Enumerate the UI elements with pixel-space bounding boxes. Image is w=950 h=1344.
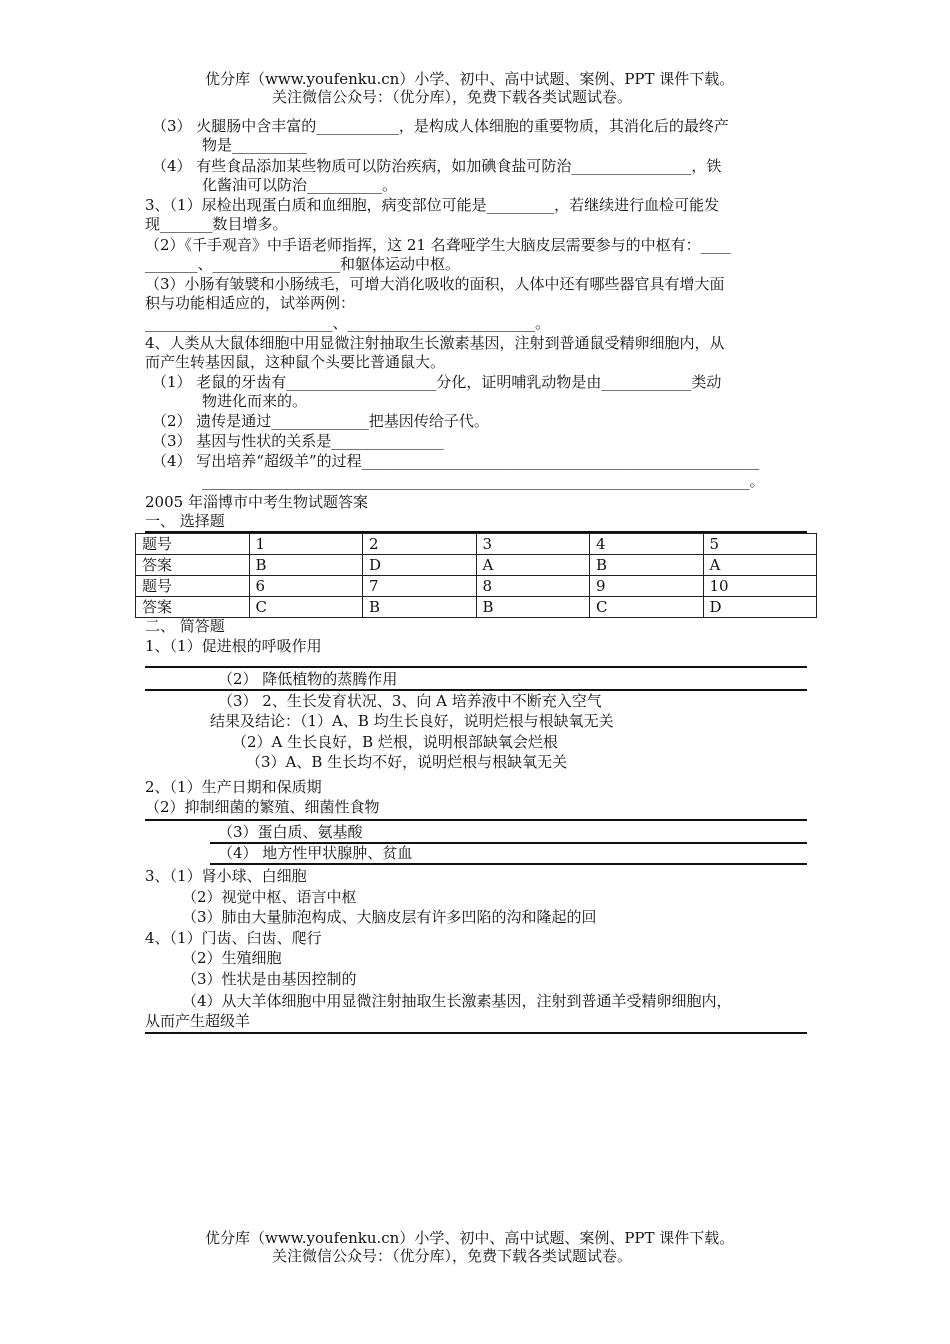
table-cell: 9 [590, 576, 704, 597]
table-row [136, 576, 817, 597]
question-text: （3）小肠有皱襞和小肠绒毛，可增大消化吸收的面积，人体中还有哪些器官具有增大面 [145, 275, 725, 293]
question-text: 物是__________ [202, 136, 308, 154]
question-text: （2） 遗传是通过_____________把基因传给子代。 [152, 412, 489, 430]
table-row [136, 555, 817, 576]
answer-line: （4）从大羊体细胞中用显微注射抽取生长激素基因，注射到普通羊受精卵细胞内， [182, 992, 732, 1010]
question-text: （3） 火腿肠中含丰富的___________，是构成人体细胞的重要物质，其消化后的最终产 [152, 117, 729, 135]
answer-line: （2）视觉中枢、语言中枢 [182, 888, 357, 906]
footer-line-2: 关注微信公众号：（优分库），免费下载各类试题试卷。 [272, 1247, 633, 1265]
table-cell: 1 [249, 534, 363, 555]
table-cell: 6 [249, 576, 363, 597]
question-text: （4） 有些食品添加某些物质可以防治疾病，如加碘食盐可防治________________，铁 [152, 157, 722, 175]
question-text: 物进化而来的。 [202, 392, 308, 410]
question-text: （3） 基因与性状的关系是_______________ [152, 432, 444, 450]
table-cell: B [363, 597, 477, 618]
answer-line: （3） 2、生长发育状况、3、向 A 培养液中不断充入空气 [218, 692, 602, 710]
answer-line: （3）蛋白质、氨基酸 [218, 823, 363, 841]
question-text: （2）《千手观音》中手语老师指挥，这 21 名聋哑学生大脑皮层需要参与的中枢有：____ [145, 236, 731, 254]
divider [145, 819, 807, 821]
question-text: 而产生转基因鼠，这种鼠个头要比普通鼠大。 [145, 353, 446, 371]
table-cell: A [703, 555, 817, 576]
divider [145, 1032, 807, 1034]
table-cell: C [590, 597, 704, 618]
answer-line: （3）肺由大量肺泡构成、大脑皮层有许多凹陷的沟和隆起的回 [182, 908, 597, 926]
question-text: 现_______数目增多。 [145, 215, 288, 233]
answer-line: （3）A、B 生长均不好，说明烂根与根缺氧无关 [246, 753, 568, 771]
answer-line: 结果及结论：（1）A、B 均生长良好，说明烂根与根缺氧无关 [210, 712, 614, 730]
table-cell: 答案 [136, 597, 250, 618]
question-text: _________________________________________________________________________。 [202, 472, 765, 490]
table-cell: 4 [590, 534, 704, 555]
answer-line: 4、（1）门齿、臼齿、爬行 [145, 929, 322, 947]
section-heading: 一、 选择题 [145, 512, 225, 530]
table-cell: 题号 [136, 534, 250, 555]
question-text: 3、（1）尿检出现蛋白质和血细胞，病变部位可能是_________，若继续进行血检可能发 [145, 196, 720, 214]
answer-line: 3、（1）肾小球、白细胞 [145, 867, 307, 885]
table-row [136, 597, 817, 618]
answers-title: 2005 年淄博市中考生物试题答案 [145, 493, 368, 511]
table-cell: 10 [703, 576, 817, 597]
answer-line: （2）生殖细胞 [182, 949, 282, 967]
answer-line: 1、（1）促进根的呼吸作用 [145, 637, 322, 655]
answer-line: （2）抑制细菌的繁殖、细菌性食物 [145, 798, 380, 816]
header-line-1: 优分库（www.youfenku.cn）小学、初中、高中试题、案例、PPT 课件下载。 [205, 70, 735, 88]
question-text: _________________________、_________________________。 [145, 314, 551, 332]
table-cell: B [476, 597, 590, 618]
question-text: 4、人类从大鼠体细胞中用显微注射抽取生长激素基因，注射到普通鼠受精卵细胞内，从 [145, 334, 725, 352]
answer-table [135, 533, 817, 618]
table-cell: 5 [703, 534, 817, 555]
table-cell: 答案 [136, 555, 250, 576]
table-cell: C [249, 597, 363, 618]
table-cell: B [249, 555, 363, 576]
table-cell: D [363, 555, 477, 576]
footer-line-1: 优分库（www.youfenku.cn）小学、初中、高中试题、案例、PPT 课件下载。 [205, 1229, 735, 1247]
answer-line: （2）A 生长良好，B 烂根，说明根部缺氧会烂根 [232, 733, 558, 751]
question-text: 化酱油可以防治__________。 [202, 176, 398, 194]
divider [145, 689, 807, 691]
answer-line: 2、（1）生产日期和保质期 [145, 778, 322, 796]
section-heading: 二、 简答题 [145, 617, 225, 635]
table-cell: D [703, 597, 817, 618]
answer-line: 从而产生超级羊 [145, 1012, 251, 1030]
question-text: （4） 写出培养“超级羊”的过程_____________________________________________________ [152, 452, 760, 470]
table-row [136, 534, 817, 555]
question-text: _______、_________________和躯体运动中枢。 [145, 255, 461, 273]
table-cell: B [590, 555, 704, 576]
question-text: （1） 老鼠的牙齿有____________________分化，证明哺乳动物是由____________类动 [152, 373, 722, 391]
answer-line: （3）性状是由基因控制的 [182, 970, 357, 988]
table-cell: 题号 [136, 576, 250, 597]
table-cell: 3 [476, 534, 590, 555]
table-cell: 2 [363, 534, 477, 555]
table-cell: 8 [476, 576, 590, 597]
answer-line: （2） 降低植物的蒸腾作用 [218, 670, 398, 688]
table-cell: A [476, 555, 590, 576]
answer-line: （4） 地方性甲状腺肿、贫血 [218, 844, 413, 862]
header-line-2: 关注微信公众号：（优分库），免费下载各类试题试卷。 [272, 88, 633, 106]
divider [145, 666, 807, 668]
table-cell: 7 [363, 576, 477, 597]
divider [210, 863, 807, 865]
question-text: 积与功能相适应的，试举两例： [145, 294, 356, 312]
